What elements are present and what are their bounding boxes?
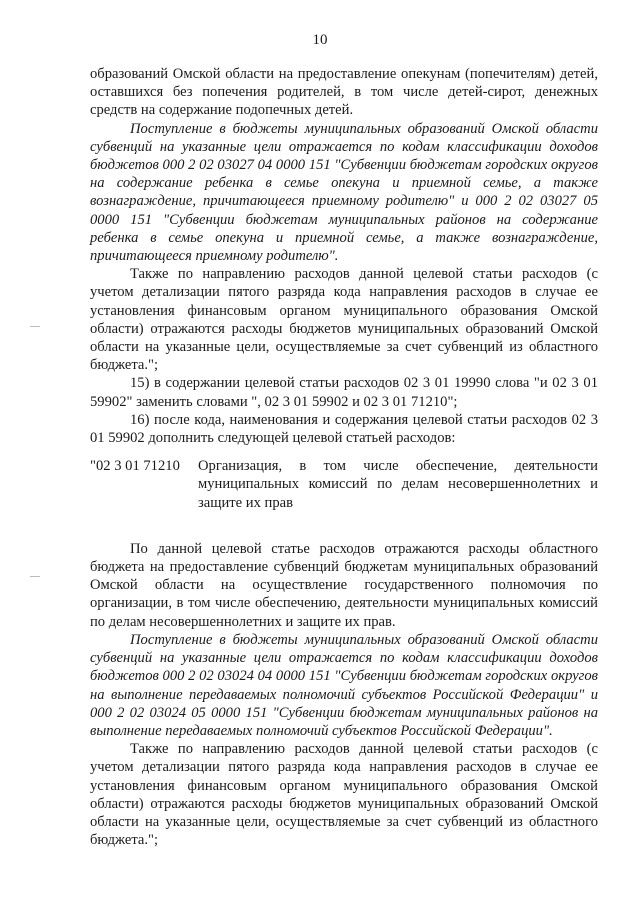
entry-title: Организация, в том числе обеспечение, деятельности муниципальных комиссий по делам несовершеннолетних и защите их прав bbox=[198, 458, 598, 511]
target-article-entry bbox=[90, 457, 598, 512]
list-item-15: 15) в содержании целевой статьи расходов 02 3 01 19990 слова "и 02 3 01 59902" заменить словами ", 02 3 01 59902 и 02 3 01 71210"; bbox=[90, 375, 598, 410]
page-number: 10 bbox=[312, 32, 328, 48]
paragraph-italic: Поступление в бюджеты муниципальных образований Омской области субвенций на указанные цели отражается по кодам классификации доходов бюджетов 000 2 02 03024 04 0000 151 "Субвенции бюджетам городских округов на выполнение передаваемых полномочий субъектов Российской Федерации" и 000 2 02 03024 05 0000 151 "Субвенции бюджетам муниципальных районов на выполнение передаваемых полномочий субъектов Российской Федерации". bbox=[90, 631, 598, 739]
document-body bbox=[90, 65, 598, 849]
paragraph: Также по направлению расходов данной целевой статьи расходов (с учетом детализации пятого разряда кода направления расходов в случае ее установления финансовым органом муниципального образования Омской области) отражаются расходы бюджетов муниципальных образований Омской области на указанные цели, осуществляемые за счет субвенций из областного бюджета."; bbox=[90, 741, 598, 849]
margin-tick bbox=[30, 576, 40, 577]
paragraph-italic: Поступление в бюджеты муниципальных образований Омской области субвенций на указанные цели отражается по кодам классификации доходов бюджетов 000 2 02 03027 04 0000 151 "Субвенции бюджетам городских округов на содержание ребенка в семье опекуна и приемной семье, а также вознаграждение, причитающееся приемному родителю" и 000 2 02 03027 05 0000 151 "Субвенции бюджетам муниципальных районов на содержание ребенка в семье опекуна и приемной семье, а также вознаграждение, причитающееся приемному родителю". bbox=[90, 120, 598, 265]
margin-tick bbox=[30, 326, 40, 327]
paragraph: По данной целевой статье расходов отражаются расходы областного бюджета на предоставление субвенций бюджетам муниципальных образований Омской области на осуществление государственного полномочия по организации, в том числе обеспечению, деятельности муниципальных комиссий по делам несовершеннолетних и защите их прав. bbox=[90, 540, 598, 630]
entry-code: "02 3 01 71210 bbox=[90, 458, 180, 475]
paragraph: образований Омской области на предоставление опекунам (попечителям) детей, оставшихся без попечения родителей, в том числе детей-сирот, денежных средств на содержание подопечных детей. bbox=[90, 66, 598, 119]
list-item-16: 16) после кода, наименования и содержания целевой статьи расходов 02 3 01 59902 дополнить следующей целевой статьей расходов: bbox=[90, 411, 598, 447]
paragraph: Также по направлению расходов данной целевой статьи расходов (с учетом детализации пятого разряда кода направления расходов в случае ее установления финансовым органом муниципального образования Омской области) отражаются расходы бюджетов муниципальных образований Омской области на указанные цели, осуществляемые за счет субвенций из областного бюджета."; bbox=[90, 266, 598, 374]
